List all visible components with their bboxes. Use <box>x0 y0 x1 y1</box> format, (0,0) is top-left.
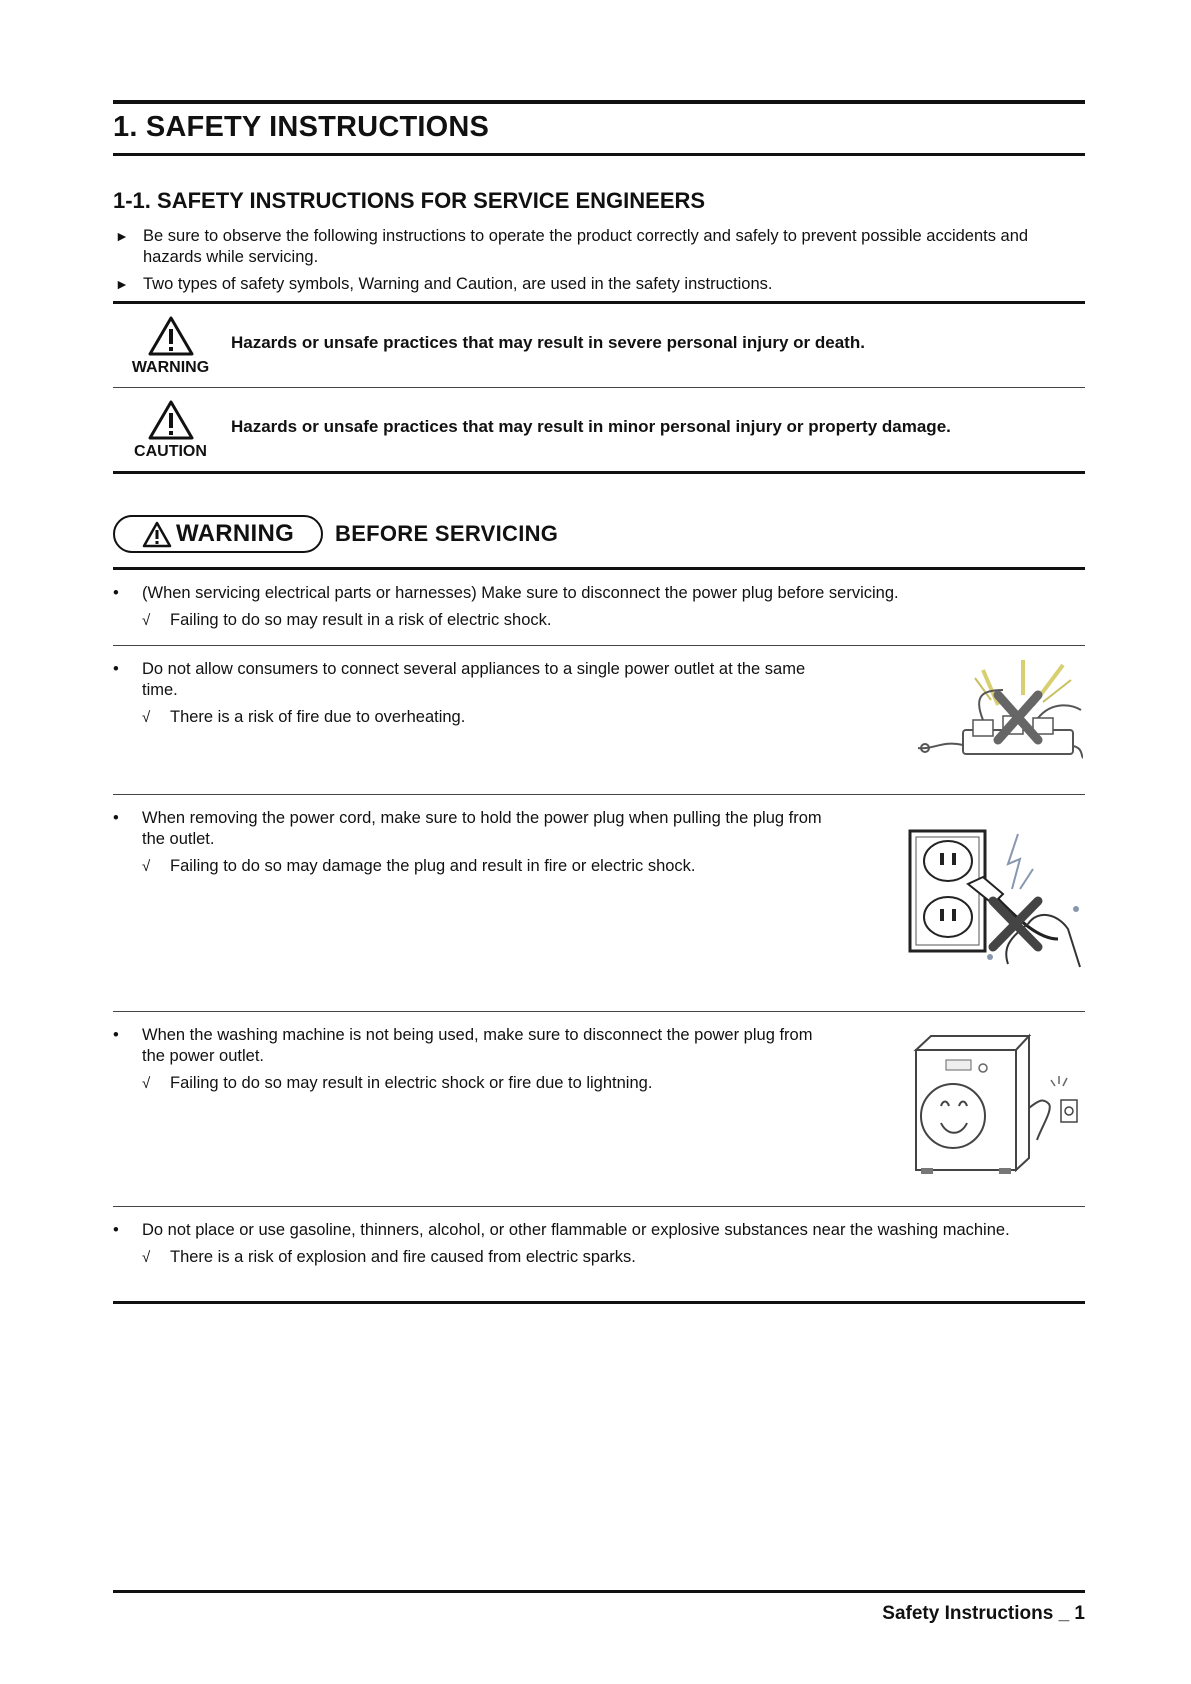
instruction-block <box>113 1012 1085 1206</box>
symbol-label: WARNING <box>131 358 210 376</box>
chapter-title: 1. SAFETY INSTRUCTIONS <box>113 111 490 143</box>
items-bottom-rule <box>113 1301 1085 1304</box>
check-icon: √ <box>142 1075 151 1092</box>
instruction-block <box>113 1207 1085 1301</box>
symbol-row-warning <box>113 304 1085 387</box>
page-content <box>113 100 1085 1304</box>
symbol-cell <box>113 399 228 461</box>
intro-list <box>113 226 1085 295</box>
check-icon: √ <box>142 709 151 726</box>
section-title: 1-1. SAFETY INSTRUCTIONS FOR SERVICE ENGINEERS <box>113 188 706 213</box>
bullet-icon: • <box>113 1221 119 1239</box>
note-text: There is a risk of fire due to overheating. <box>170 708 466 726</box>
note-text: Failing to do so may result in electric shock or fire due to lightning. <box>170 1074 653 1092</box>
intro-item <box>113 226 1085 268</box>
footer-rule <box>113 1590 1085 1593</box>
before-servicing-heading <box>113 513 1085 555</box>
symbol-row-caution <box>113 388 1085 471</box>
check-icon: √ <box>142 1249 151 1266</box>
instruction-text: Do not place or use gasoline, thinners, alcohol, or other flammable or explosive substances near the washing machine. <box>142 1221 1010 1239</box>
warning-badge <box>113 515 323 553</box>
chapter-top-rule <box>113 100 1085 104</box>
instruction-block <box>113 646 1085 794</box>
bullet-icon: • <box>113 809 119 827</box>
instruction-block <box>113 570 1085 645</box>
intro-text: Two types of safety symbols, Warning and Caution, are used in the safety instructions. <box>143 275 773 293</box>
intro-text: Be sure to observe the following instructions to operate the product correctly and safely to prevent possible accidents and hazards while servicing. <box>143 227 1029 266</box>
note-text: Failing to do so may damage the plug and result in fire or electric shock. <box>170 857 696 875</box>
chapter-bottom-rule <box>113 153 1085 156</box>
arrow-marker-icon: ► <box>115 228 129 244</box>
instruction-text: When the washing machine is not being used, make sure to disconnect the power plug from the power outlet. <box>142 1026 813 1065</box>
instruction-note <box>113 1247 1085 1268</box>
pulling-cord-from-outlet-illustration <box>908 829 1083 979</box>
bullet-icon: • <box>113 1026 119 1044</box>
instruction-note <box>113 610 1085 631</box>
warning-triangle-icon <box>148 399 194 441</box>
instruction-item <box>113 808 822 850</box>
instruction-text: When removing the power cord, make sure to hold the power plug when pulling the plug from the outlet. <box>142 809 822 848</box>
symbol-cell <box>113 315 228 377</box>
instruction-item <box>113 1025 822 1067</box>
warning-badge-label: WARNING <box>175 520 295 547</box>
check-icon: √ <box>142 858 151 875</box>
symbols-bottom-rule <box>113 471 1085 474</box>
warning-triangle-icon <box>142 521 172 548</box>
warning-triangle-icon <box>148 315 194 357</box>
bullet-icon: • <box>113 584 119 602</box>
note-text: There is a risk of explosion and fire caused from electric sparks. <box>170 1248 636 1266</box>
symbol-description: Hazards or unsafe practices that may result in severe personal injury or death. <box>231 332 865 352</box>
heading-text: BEFORE SERVICING <box>335 521 559 546</box>
instruction-item <box>113 583 1085 604</box>
intro-item <box>113 274 1085 295</box>
unplugged-washing-machine-illustration <box>911 1028 1083 1178</box>
instruction-item <box>113 659 822 701</box>
bullet-icon: • <box>113 660 119 678</box>
instruction-text: Do not allow consumers to connect several appliances to a single power outlet at the same time. <box>142 660 806 699</box>
arrow-marker-icon: ► <box>115 276 129 292</box>
instruction-text: (When servicing electrical parts or harnesses) Make sure to disconnect the power plug before servicing. <box>142 584 899 602</box>
symbol-label: CAUTION <box>134 442 207 460</box>
footer-page-label: Safety Instructions _ 1 <box>882 1603 1085 1624</box>
instruction-item <box>113 1220 1085 1241</box>
check-icon: √ <box>142 612 151 629</box>
overloaded-power-strip-illustration <box>913 660 1083 770</box>
note-text: Failing to do so may result in a risk of electric shock. <box>170 611 552 629</box>
symbol-description: Hazards or unsafe practices that may result in minor personal injury or property damage. <box>231 416 951 436</box>
instruction-block <box>113 795 1085 1011</box>
